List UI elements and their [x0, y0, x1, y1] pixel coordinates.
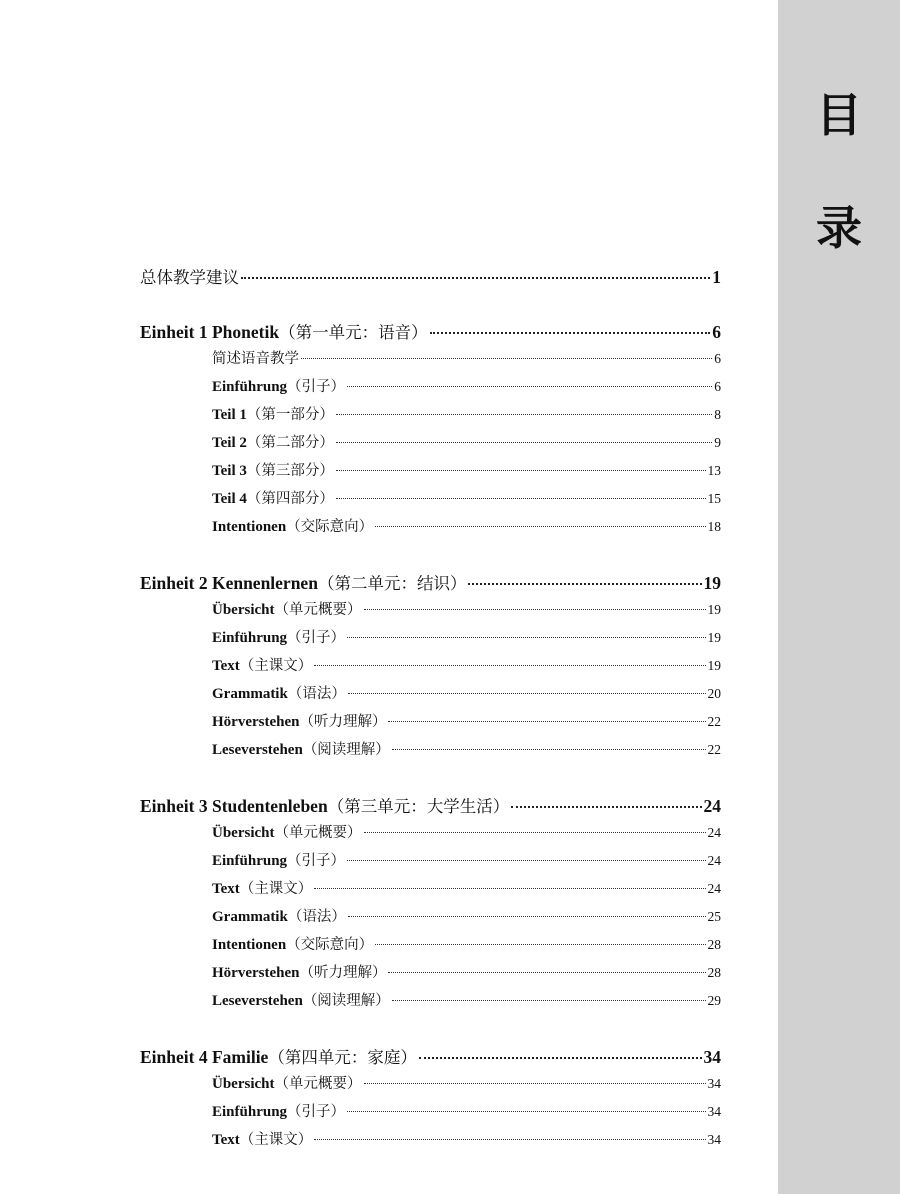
- toc-page-number: 9: [714, 435, 721, 450]
- dot-leader: [241, 277, 710, 279]
- toc-entry-section[interactable]: [212, 1072, 721, 1093]
- toc-page-number: 24: [707, 881, 721, 896]
- dot-leader: [314, 888, 705, 889]
- dot-leader: [314, 1139, 705, 1140]
- toc-entry-title: Einheit 4 Familie: [140, 1047, 269, 1067]
- toc-entry-chapter[interactable]: [140, 319, 721, 343]
- toc-entry-chapter[interactable]: [140, 264, 721, 288]
- toc-entry-chinese-title: （交际意向）: [286, 519, 374, 535]
- toc-page-number: 24: [703, 796, 721, 816]
- dot-leader: [347, 1111, 705, 1112]
- toc-entry-chapter[interactable]: [140, 570, 721, 594]
- toc-page-number: 1: [712, 267, 721, 287]
- toc-entry-chinese-title: （主课文）: [239, 658, 313, 674]
- dot-leader: [364, 609, 706, 610]
- toc-entry-section[interactable]: [212, 849, 721, 870]
- dot-leader: [347, 860, 705, 861]
- toc-entry-chinese-title: （单元概要）: [274, 1076, 362, 1092]
- toc-entry-section[interactable]: [212, 989, 721, 1010]
- toc-entry-title: Einführung: [212, 379, 288, 395]
- dot-leader: [375, 944, 705, 945]
- toc-entry-chinese-title: （引子）: [287, 630, 346, 646]
- toc-entry-section[interactable]: [212, 877, 721, 898]
- toc-entry-section[interactable]: [212, 375, 721, 396]
- toc-page-number: 24: [707, 825, 721, 840]
- dot-leader: [392, 1000, 706, 1001]
- toc-entry-chinese-title: （听力理解）: [299, 965, 387, 981]
- toc-entry-chinese-title: （第四单元：家庭）: [268, 1048, 417, 1067]
- toc-page-number: 28: [707, 965, 721, 980]
- toc-entry-title: Grammatik: [212, 909, 288, 925]
- toc-entry-title: Leseverstehen: [212, 742, 303, 758]
- toc-entry-title: Grammatik: [212, 686, 288, 702]
- dot-leader: [301, 358, 712, 359]
- toc-entry-title: Teil 4: [212, 491, 247, 507]
- toc-entry-chinese-title: （语法）: [287, 909, 346, 925]
- toc-entry-chapter[interactable]: [140, 1044, 721, 1068]
- toc-entry-section[interactable]: [212, 654, 721, 675]
- toc-page-number: 34: [707, 1076, 721, 1091]
- dot-leader: [511, 806, 701, 808]
- dot-leader: [388, 972, 705, 973]
- toc-page-number: 19: [707, 602, 721, 617]
- toc-entry-title: Einheit 1 Phonetik: [140, 322, 280, 342]
- toc-entry-title: Teil 1: [212, 407, 247, 423]
- toc-entry-title: Einführung: [212, 1104, 288, 1120]
- toc-entry-chinese-title: （第三部分）: [246, 463, 334, 479]
- dot-leader: [430, 332, 711, 334]
- toc-entry-chinese-title: （听力理解）: [299, 714, 387, 730]
- toc-entry-chinese-title: （单元概要）: [274, 602, 362, 618]
- toc-page-number: 34: [703, 1047, 721, 1067]
- toc-entry-chinese-title: （第三单元：大学生活）: [327, 797, 510, 816]
- toc-entry-section[interactable]: [212, 821, 721, 842]
- toc-entry-title: Hörverstehen: [212, 965, 300, 981]
- dot-leader: [419, 1057, 702, 1059]
- toc-entry-section[interactable]: [212, 961, 721, 982]
- toc-page-number: 13: [707, 463, 721, 478]
- toc-entry-section[interactable]: [212, 598, 721, 619]
- toc-entry-section[interactable]: [212, 431, 721, 452]
- toc-page-number: 25: [707, 909, 721, 924]
- toc-entry-chinese-title: （阅读理解）: [302, 742, 390, 758]
- toc-page-number: 34: [707, 1132, 721, 1147]
- toc-entry-section[interactable]: [212, 347, 721, 368]
- toc-entry-section[interactable]: [212, 905, 721, 926]
- sidebar: [778, 0, 900, 1194]
- toc-entry-title: Intentionen: [212, 937, 287, 953]
- toc-entry-section[interactable]: [212, 933, 721, 954]
- sidebar-title-char-2: 录: [816, 201, 862, 255]
- toc-entry-title: Text: [212, 658, 240, 674]
- toc-entry-chinese-title: （交际意向）: [286, 937, 374, 953]
- toc-entry-title: Teil 3: [212, 463, 247, 479]
- toc-page-number: 18: [707, 519, 721, 534]
- toc-page-number: 6: [714, 379, 721, 394]
- dot-leader: [314, 665, 705, 666]
- dot-leader: [392, 749, 706, 750]
- toc-entry-chinese-title: （引子）: [287, 1104, 346, 1120]
- toc-entry-chapter[interactable]: [140, 793, 721, 817]
- toc-entry-chinese-title: （第四部分）: [246, 491, 334, 507]
- toc-entry-title: Intentionen: [212, 519, 287, 535]
- toc-page-number: 29: [707, 993, 721, 1008]
- dot-leader: [336, 498, 706, 499]
- toc-page-number: 20: [707, 686, 721, 701]
- dot-leader: [364, 832, 706, 833]
- toc-entry-chinese-title: （主课文）: [239, 881, 313, 897]
- dot-leader: [347, 386, 712, 387]
- dot-leader: [347, 637, 705, 638]
- toc-entry-section[interactable]: [212, 515, 721, 536]
- toc-page-number: 6: [712, 322, 721, 342]
- toc-entry-section[interactable]: [212, 403, 721, 424]
- toc-page-number: 22: [707, 742, 721, 757]
- toc-entry-title: Einheit 2 Kennenlernen: [140, 573, 318, 593]
- toc-entry-chinese-title: （单元概要）: [274, 825, 362, 841]
- toc-entry-chinese-title: （第二部分）: [246, 435, 334, 451]
- dot-leader: [348, 693, 706, 694]
- sidebar-title-char-1: 目: [816, 88, 862, 142]
- toc-entry-section[interactable]: [212, 682, 721, 703]
- toc-entry-section[interactable]: [212, 738, 721, 759]
- toc-entry-chinese-title: （引子）: [287, 379, 346, 395]
- dot-leader: [468, 583, 701, 585]
- toc-page-number: 15: [707, 491, 721, 506]
- toc-entry-title: Einführung: [212, 630, 288, 646]
- toc-entry-section[interactable]: [212, 1100, 721, 1121]
- dot-leader: [336, 442, 712, 443]
- dot-leader: [348, 916, 706, 917]
- dot-leader: [375, 526, 705, 527]
- toc-entry-title: Übersicht: [212, 1076, 275, 1092]
- dot-leader: [388, 721, 705, 722]
- toc-entry-section[interactable]: [212, 626, 721, 647]
- toc-entry-section[interactable]: [212, 710, 721, 731]
- toc-entry-section[interactable]: [212, 487, 721, 508]
- toc-entry-chinese-title: 简述语音教学: [212, 351, 299, 367]
- toc-entry-title: Leseverstehen: [212, 993, 303, 1009]
- toc-entry-chinese-title: 总体教学建议: [140, 268, 239, 287]
- dot-leader: [336, 470, 706, 471]
- toc-page-number: 6: [714, 351, 721, 366]
- toc-entry-title: Einheit 3 Studentenleben: [140, 796, 328, 816]
- toc-page-number: 22: [707, 714, 721, 729]
- toc-entry-title: Teil 2: [212, 435, 247, 451]
- toc-page-number: 34: [707, 1104, 721, 1119]
- toc-page-number: 19: [703, 573, 721, 593]
- toc-entry-section[interactable]: [212, 1128, 721, 1149]
- dot-leader: [336, 414, 712, 415]
- toc-entry-chinese-title: （第一单元：语音）: [279, 323, 428, 342]
- toc-entry-chinese-title: （第一部分）: [246, 407, 334, 423]
- toc-entry-title: Übersicht: [212, 825, 275, 841]
- toc-entry-chinese-title: （语法）: [287, 686, 346, 702]
- toc-page-number: 28: [707, 937, 721, 952]
- toc-entry-chinese-title: （引子）: [287, 853, 346, 869]
- toc-entry-title: Text: [212, 1132, 240, 1148]
- toc-page-number: 19: [707, 630, 721, 645]
- toc-entry-section[interactable]: [212, 459, 721, 480]
- toc-page-number: 19: [707, 658, 721, 673]
- toc-entry-chinese-title: （阅读理解）: [302, 993, 390, 1009]
- toc-entry-title: Hörverstehen: [212, 714, 300, 730]
- toc-entry-chinese-title: （第二单元：结识）: [317, 574, 467, 593]
- toc-entry-title: Text: [212, 881, 240, 897]
- toc-page-number: 8: [714, 407, 721, 422]
- toc-entry-chinese-title: （主课文）: [239, 1132, 313, 1148]
- toc-entry-title: Übersicht: [212, 602, 275, 618]
- dot-leader: [364, 1083, 706, 1084]
- toc-entry-title: Einführung: [212, 853, 288, 869]
- toc-page-number: 24: [707, 853, 721, 868]
